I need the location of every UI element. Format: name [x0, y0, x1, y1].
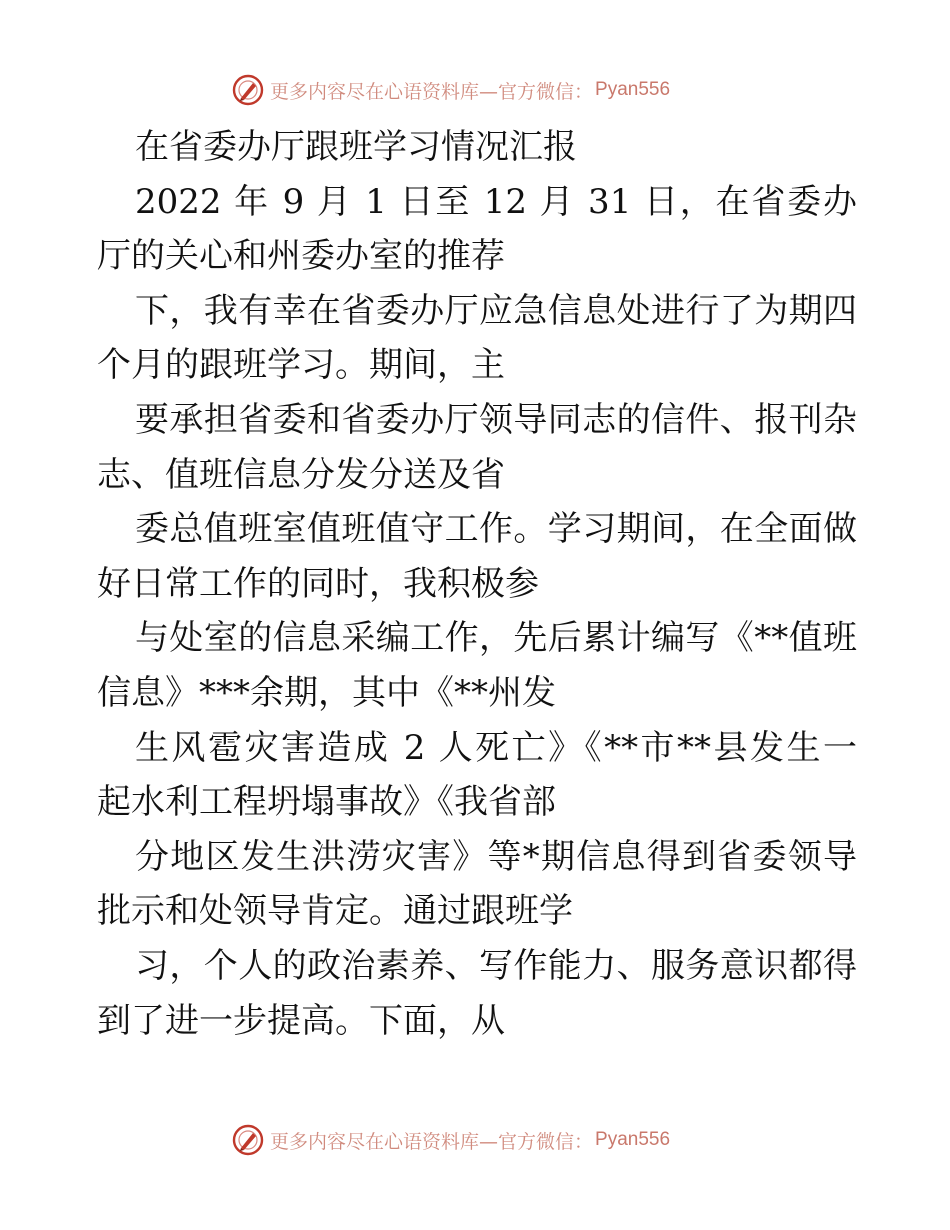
paragraph-line: 习，个人的政治素养、写作能力、服务意识都得: [135, 945, 857, 986]
watermark-footer: [232, 1122, 752, 1158]
document-title: 在省委办厅跟班学习情况汇报: [135, 127, 577, 167]
paragraph-line: 好日常工作的同时，我积极参: [97, 563, 539, 604]
paragraph-line: 批示和处领导肯定。通过跟班学: [97, 891, 573, 932]
watermark-wechat-id: Pyan556: [595, 79, 671, 100]
paragraph-line: 分地区发生洪涝灾害》等*期信息得到省委领导: [135, 836, 857, 877]
paragraph-line: 个月的跟班学习。期间，主: [97, 345, 505, 386]
paragraph-line: 委总值班室值班值守工作。学习期间，在全面做: [135, 509, 857, 550]
document-body: [97, 120, 857, 1048]
paragraph-line: 要承担省委和省委办厅领导同志的信件、报刊杂: [135, 399, 857, 440]
watermark-text: 更多内容尽在心语资料库—官方微信：: [270, 80, 594, 103]
pen-logo-icon: [232, 74, 264, 106]
paragraph-line: 下，我有幸在省委办厅应急信息处进行了为期四: [135, 290, 857, 331]
watermark-header: [232, 72, 752, 108]
paragraph-line: 志、值班信息分发分送及省: [97, 454, 505, 495]
watermark-text: 更多内容尽在心语资料库—官方微信：: [270, 1130, 594, 1153]
paragraph-line: 与处室的信息采编工作，先后累计编写《**值班: [135, 618, 857, 659]
paragraph-line: 信息》***余期，其中《**州发: [97, 672, 556, 713]
paragraph-line: 2022 年 9 月 1 日至 12 月 31 日，在省委办: [135, 181, 857, 222]
paragraph-line: 到了进一步提高。下面，从: [97, 1000, 505, 1041]
paragraph-line: 生风雹灾害造成 2 人死亡》《**市**县发生一: [135, 727, 857, 768]
pen-logo-icon: [232, 1124, 264, 1156]
paragraph-line: 起水利工程坍塌事故》《我省部: [97, 782, 556, 823]
watermark-wechat-id: Pyan556: [595, 1129, 671, 1150]
paragraph-line: 厅的关心和州委办室的推荐: [97, 236, 505, 277]
